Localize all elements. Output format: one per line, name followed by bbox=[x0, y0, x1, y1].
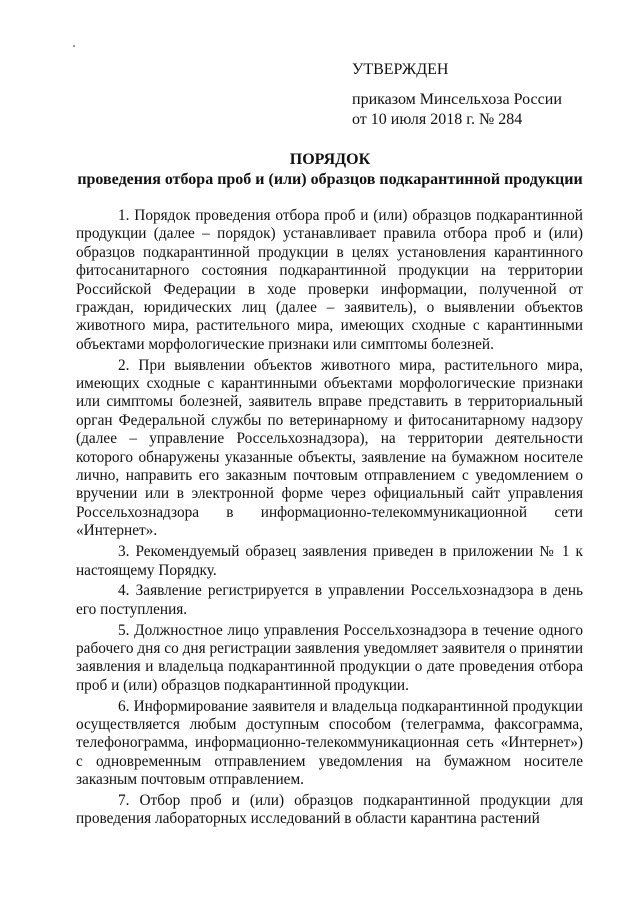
order-line: приказом Минсельхоза России bbox=[352, 91, 562, 108]
paragraph-6: 6. Информирование заявителя и владельца подкарантинной продукции осуществляется любым доступным способом (телеграмма, факсограмма, телефонограмма, информационно-телекоммуникационная сеть «Интернет») с одновременным отправлением уведомления на бумажном носителе заказным почтовым отправлением. bbox=[76, 697, 583, 789]
paragraph-5: 5. Должностное лицо управления Россельхознадзора в течение одного рабочего дня со дня регистрации заявления уведомляет заявителя о принятии заявления и владельца подкарантинной продукции о дате проведения отбора проб и (или) образцов подкарантинной продукции. bbox=[76, 621, 583, 694]
scan-speck bbox=[73, 45, 75, 47]
paragraph-1: 1. Порядок проведения отбора проб и (или) образцов подкарантинной продукции (далее – порядок) устанавливает правила отбора проб и (или) образцов подкарантинной продукции в целях установления карантинного фитосанитарного состояния подкарантинной продукции на территории Российской Федерации в ходе проверки информации, полученной от граждан, юридических лиц (далее – заявитель), о выявлении объектов животного мира, растительного мира, имеющих сходные с карантинными объектами морфологические признаки или симптомы болезней. bbox=[76, 207, 583, 353]
approved-label: УТВЕРЖДЕН bbox=[352, 61, 449, 78]
paragraph-7: 7. Отбор проб и (или) образцов подкарантинной продукции для проведения лабораторных исследований в области карантина растений bbox=[76, 791, 583, 828]
document-title bbox=[60, 150, 600, 190]
paragraph-2: 2. При выявлении объектов животного мира, растительного мира, имеющих сходные с карантинными объектами морфологические признаки или симптомы болезней, заявитель вправе представить в территориальный орган Федеральной службы по ветеринарному и фитосанитарному надзору (далее – управление Россельхознадзора), на территории деятельности которого обнаружены указанные объекты, заявление на бумажном носителе лично, направить его заказным почтовым отправлением с уведомлением о вручении или в электронной форме через официальный сайт управления Россельхознадзора в информационно-телекоммуникационной сети «Интернет». bbox=[76, 356, 583, 540]
title-subheading: проведения отбора проб и (или) образцов подкарантинной продукции bbox=[77, 171, 583, 188]
paragraph-4: 4. Заявление регистрируется в управлении Россельхознадзора в день его поступления. bbox=[76, 582, 583, 618]
title-heading: ПОРЯДОК bbox=[289, 151, 371, 168]
document-body bbox=[76, 207, 583, 831]
approval-block bbox=[352, 60, 612, 130]
order-date-line: от 10 июля 2018 г. № 284 bbox=[352, 111, 523, 128]
paragraph-3: 3. Рекомендуемый образец заявления приведен в приложении № 1 к настоящему Порядку. bbox=[76, 543, 583, 579]
